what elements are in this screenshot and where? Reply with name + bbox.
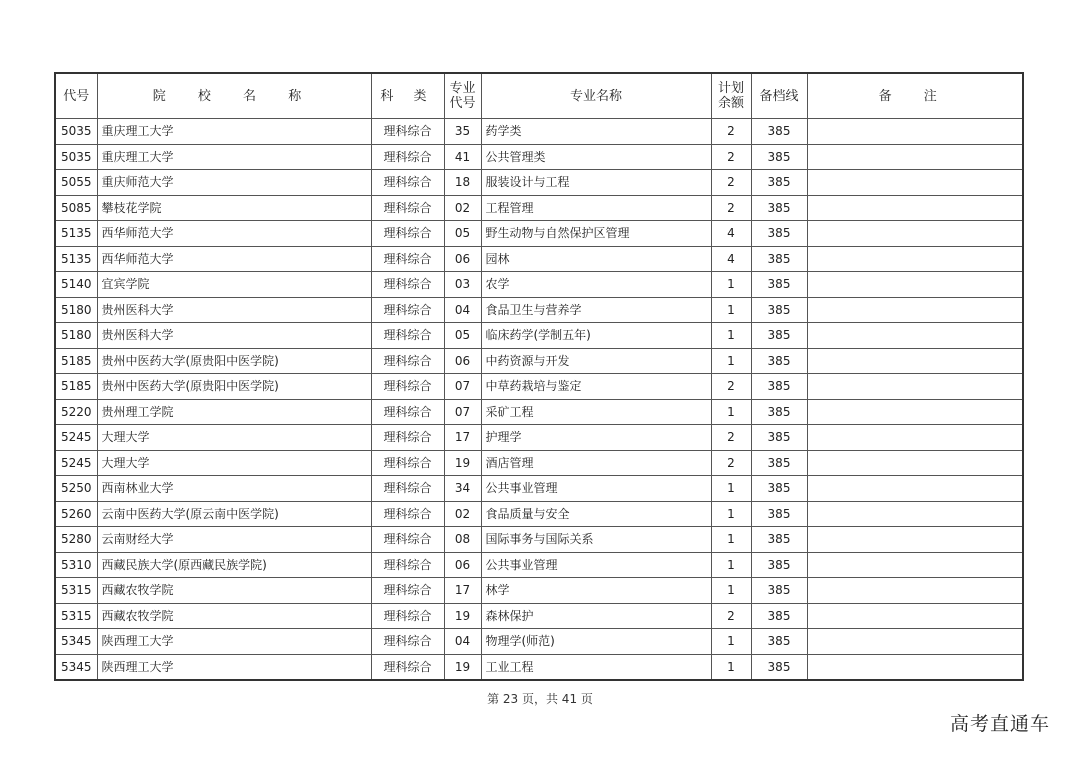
cell-filing-line: 385 xyxy=(751,450,807,476)
cell-school: 贵州中医药大学(原贵阳中医学院) xyxy=(97,348,371,374)
cell-category: 理科综合 xyxy=(371,450,444,476)
header-remarks: 备 注 xyxy=(807,73,1023,119)
cell-major-code: 04 xyxy=(444,297,481,323)
cell-school: 大理大学 xyxy=(97,450,371,476)
cell-school: 西藏农牧学院 xyxy=(97,603,371,629)
cell-plan-remaining: 2 xyxy=(711,170,751,196)
cell-school: 攀枝花学院 xyxy=(97,195,371,221)
cell-major-name: 公共事业管理 xyxy=(481,476,711,502)
cell-code: 5260 xyxy=(55,501,97,527)
table-row xyxy=(55,348,1023,374)
cell-school: 宜宾学院 xyxy=(97,272,371,298)
cell-remark xyxy=(807,654,1023,680)
cell-major-name: 工程管理 xyxy=(481,195,711,221)
cell-remark xyxy=(807,195,1023,221)
cell-code: 5250 xyxy=(55,476,97,502)
cell-code: 5245 xyxy=(55,450,97,476)
table-row xyxy=(55,323,1023,349)
cell-school: 贵州医科大学 xyxy=(97,323,371,349)
cell-plan-remaining: 2 xyxy=(711,119,751,145)
table-row xyxy=(55,654,1023,680)
cell-category: 理科综合 xyxy=(371,476,444,502)
table-row xyxy=(55,272,1023,298)
cell-major-name: 临床药学(学制五年) xyxy=(481,323,711,349)
cell-code: 5135 xyxy=(55,221,97,247)
table-row xyxy=(55,476,1023,502)
cell-major-name: 中药资源与开发 xyxy=(481,348,711,374)
cell-filing-line: 385 xyxy=(751,578,807,604)
table-row xyxy=(55,221,1023,247)
cell-remark xyxy=(807,144,1023,170)
cell-filing-line: 385 xyxy=(751,221,807,247)
cell-remark xyxy=(807,629,1023,655)
cell-category: 理科综合 xyxy=(371,552,444,578)
cell-filing-line: 385 xyxy=(751,144,807,170)
admission-table-sheet xyxy=(54,72,1022,681)
cell-plan-remaining: 1 xyxy=(711,552,751,578)
header-school: 院 校 名 称 xyxy=(97,73,371,119)
cell-category: 理科综合 xyxy=(371,221,444,247)
cell-major-name: 护理学 xyxy=(481,425,711,451)
cell-plan-remaining: 1 xyxy=(711,348,751,374)
cell-code: 5280 xyxy=(55,527,97,553)
table-row xyxy=(55,501,1023,527)
cell-major-name: 工业工程 xyxy=(481,654,711,680)
cell-category: 理科综合 xyxy=(371,297,444,323)
cell-remark xyxy=(807,221,1023,247)
cell-major-code: 07 xyxy=(444,374,481,400)
table-body xyxy=(55,119,1023,681)
cell-school: 贵州中医药大学(原贵阳中医学院) xyxy=(97,374,371,400)
cell-remark xyxy=(807,425,1023,451)
cell-remark xyxy=(807,450,1023,476)
cell-code: 5180 xyxy=(55,323,97,349)
cell-remark xyxy=(807,501,1023,527)
cell-code: 5035 xyxy=(55,144,97,170)
cell-category: 理科综合 xyxy=(371,170,444,196)
cell-major-code: 07 xyxy=(444,399,481,425)
cell-plan-remaining: 4 xyxy=(711,246,751,272)
header-category: 科 类 xyxy=(371,73,444,119)
table-row xyxy=(55,603,1023,629)
cell-filing-line: 385 xyxy=(751,425,807,451)
cell-school: 重庆师范大学 xyxy=(97,170,371,196)
page-number: 第 23 页，共 41 页 xyxy=(487,692,593,706)
cell-remark xyxy=(807,119,1023,145)
cell-remark xyxy=(807,246,1023,272)
cell-major-code: 06 xyxy=(444,348,481,374)
cell-plan-remaining: 1 xyxy=(711,578,751,604)
header-filing-line: 备档线 xyxy=(751,73,807,119)
cell-plan-remaining: 2 xyxy=(711,450,751,476)
cell-code: 5140 xyxy=(55,272,97,298)
cell-plan-remaining: 2 xyxy=(711,603,751,629)
cell-category: 理科综合 xyxy=(371,374,444,400)
cell-code: 5220 xyxy=(55,399,97,425)
cell-school: 云南财经大学 xyxy=(97,527,371,553)
cell-filing-line: 385 xyxy=(751,552,807,578)
cell-filing-line: 385 xyxy=(751,323,807,349)
cell-filing-line: 385 xyxy=(751,501,807,527)
cell-major-code: 02 xyxy=(444,195,481,221)
cell-category: 理科综合 xyxy=(371,195,444,221)
cell-plan-remaining: 2 xyxy=(711,195,751,221)
cell-filing-line: 385 xyxy=(751,476,807,502)
cell-major-code: 05 xyxy=(444,323,481,349)
cell-school: 云南中医药大学(原云南中医学院) xyxy=(97,501,371,527)
cell-major-code: 41 xyxy=(444,144,481,170)
cell-category: 理科综合 xyxy=(371,425,444,451)
cell-filing-line: 385 xyxy=(751,246,807,272)
cell-code: 5135 xyxy=(55,246,97,272)
cell-school: 陕西理工大学 xyxy=(97,629,371,655)
cell-category: 理科综合 xyxy=(371,527,444,553)
cell-plan-remaining: 1 xyxy=(711,323,751,349)
cell-code: 5315 xyxy=(55,603,97,629)
cell-code: 5315 xyxy=(55,578,97,604)
cell-major-name: 采矿工程 xyxy=(481,399,711,425)
cell-school: 重庆理工大学 xyxy=(97,119,371,145)
cell-major-code: 06 xyxy=(444,246,481,272)
cell-major-name: 公共管理类 xyxy=(481,144,711,170)
cell-major-name: 中草药栽培与鉴定 xyxy=(481,374,711,400)
cell-plan-remaining: 2 xyxy=(711,425,751,451)
cell-remark xyxy=(807,323,1023,349)
cell-school: 西藏农牧学院 xyxy=(97,578,371,604)
cell-filing-line: 385 xyxy=(751,170,807,196)
cell-major-name: 园林 xyxy=(481,246,711,272)
table-row xyxy=(55,297,1023,323)
table-row xyxy=(55,578,1023,604)
cell-plan-remaining: 1 xyxy=(711,629,751,655)
cell-major-code: 08 xyxy=(444,527,481,553)
cell-remark xyxy=(807,603,1023,629)
cell-remark xyxy=(807,399,1023,425)
cell-major-code: 19 xyxy=(444,450,481,476)
cell-filing-line: 385 xyxy=(751,527,807,553)
cell-filing-line: 385 xyxy=(751,348,807,374)
cell-category: 理科综合 xyxy=(371,654,444,680)
cell-filing-line: 385 xyxy=(751,374,807,400)
cell-category: 理科综合 xyxy=(371,399,444,425)
cell-remark xyxy=(807,170,1023,196)
cell-major-code: 34 xyxy=(444,476,481,502)
cell-filing-line: 385 xyxy=(751,399,807,425)
cell-major-code: 02 xyxy=(444,501,481,527)
cell-major-name: 酒店管理 xyxy=(481,450,711,476)
cell-major-code: 19 xyxy=(444,603,481,629)
cell-code: 5035 xyxy=(55,119,97,145)
table-row xyxy=(55,144,1023,170)
cell-school: 贵州医科大学 xyxy=(97,297,371,323)
cell-major-code: 04 xyxy=(444,629,481,655)
cell-remark xyxy=(807,527,1023,553)
cell-major-code: 35 xyxy=(444,119,481,145)
table-row xyxy=(55,195,1023,221)
cell-category: 理科综合 xyxy=(371,629,444,655)
cell-remark xyxy=(807,476,1023,502)
cell-plan-remaining: 1 xyxy=(711,654,751,680)
cell-major-code: 19 xyxy=(444,654,481,680)
table-header-row xyxy=(55,73,1023,119)
cell-category: 理科综合 xyxy=(371,144,444,170)
cell-category: 理科综合 xyxy=(371,348,444,374)
cell-category: 理科综合 xyxy=(371,119,444,145)
cell-category: 理科综合 xyxy=(371,603,444,629)
cell-remark xyxy=(807,552,1023,578)
cell-code: 5345 xyxy=(55,654,97,680)
cell-school: 西藏民族大学(原西藏民族学院) xyxy=(97,552,371,578)
cell-remark xyxy=(807,374,1023,400)
cell-filing-line: 385 xyxy=(751,195,807,221)
table-row xyxy=(55,629,1023,655)
table-row xyxy=(55,527,1023,553)
cell-code: 5185 xyxy=(55,348,97,374)
cell-major-code: 17 xyxy=(444,425,481,451)
cell-major-name: 药学类 xyxy=(481,119,711,145)
header-major-code: 专业代号 xyxy=(444,73,481,119)
cell-major-name: 公共事业管理 xyxy=(481,552,711,578)
table-row xyxy=(55,425,1023,451)
cell-major-code: 06 xyxy=(444,552,481,578)
cell-major-code: 03 xyxy=(444,272,481,298)
cell-filing-line: 385 xyxy=(751,272,807,298)
cell-filing-line: 385 xyxy=(751,629,807,655)
cell-plan-remaining: 2 xyxy=(711,374,751,400)
cell-code: 5055 xyxy=(55,170,97,196)
cell-remark xyxy=(807,348,1023,374)
table-row xyxy=(55,119,1023,145)
cell-category: 理科综合 xyxy=(371,501,444,527)
cell-major-name: 食品质量与安全 xyxy=(481,501,711,527)
table-row xyxy=(55,170,1023,196)
cell-plan-remaining: 1 xyxy=(711,399,751,425)
cell-plan-remaining: 1 xyxy=(711,297,751,323)
cell-school: 西南林业大学 xyxy=(97,476,371,502)
cell-code: 5185 xyxy=(55,374,97,400)
cell-category: 理科综合 xyxy=(371,246,444,272)
cell-filing-line: 385 xyxy=(751,297,807,323)
cell-school: 陕西理工大学 xyxy=(97,654,371,680)
cell-category: 理科综合 xyxy=(371,578,444,604)
cell-plan-remaining: 1 xyxy=(711,501,751,527)
cell-code: 5180 xyxy=(55,297,97,323)
cell-plan-remaining: 2 xyxy=(711,144,751,170)
cell-code: 5245 xyxy=(55,425,97,451)
cell-plan-remaining: 1 xyxy=(711,527,751,553)
cell-major-name: 食品卫生与营养学 xyxy=(481,297,711,323)
cell-plan-remaining: 1 xyxy=(711,476,751,502)
cell-category: 理科综合 xyxy=(371,272,444,298)
cell-school: 大理大学 xyxy=(97,425,371,451)
cell-plan-remaining: 4 xyxy=(711,221,751,247)
header-major-name: 专业名称 xyxy=(481,73,711,119)
cell-major-name: 物理学(师范) xyxy=(481,629,711,655)
cell-code: 5310 xyxy=(55,552,97,578)
brand-label: 高考直通车 xyxy=(949,713,1050,735)
header-plan-remaining: 计划余额 xyxy=(711,73,751,119)
header-code: 代号 xyxy=(55,73,97,119)
cell-school: 贵州理工学院 xyxy=(97,399,371,425)
table-row xyxy=(55,552,1023,578)
cell-remark xyxy=(807,272,1023,298)
cell-major-code: 17 xyxy=(444,578,481,604)
cell-filing-line: 385 xyxy=(751,654,807,680)
cell-plan-remaining: 1 xyxy=(711,272,751,298)
cell-remark xyxy=(807,297,1023,323)
cell-filing-line: 385 xyxy=(751,119,807,145)
cell-major-name: 野生动物与自然保护区管理 xyxy=(481,221,711,247)
cell-school: 重庆理工大学 xyxy=(97,144,371,170)
admission-table xyxy=(54,72,1024,681)
table-row xyxy=(55,246,1023,272)
cell-school: 西华师范大学 xyxy=(97,246,371,272)
cell-major-name: 国际事务与国际关系 xyxy=(481,527,711,553)
table-row xyxy=(55,399,1023,425)
cell-major-code: 05 xyxy=(444,221,481,247)
table-row xyxy=(55,450,1023,476)
table-row xyxy=(55,374,1023,400)
cell-category: 理科综合 xyxy=(371,323,444,349)
cell-code: 5345 xyxy=(55,629,97,655)
cell-filing-line: 385 xyxy=(751,603,807,629)
cell-code: 5085 xyxy=(55,195,97,221)
cell-remark xyxy=(807,578,1023,604)
cell-major-code: 18 xyxy=(444,170,481,196)
cell-major-name: 服装设计与工程 xyxy=(481,170,711,196)
cell-school: 西华师范大学 xyxy=(97,221,371,247)
cell-major-name: 森林保护 xyxy=(481,603,711,629)
cell-major-name: 农学 xyxy=(481,272,711,298)
cell-major-name: 林学 xyxy=(481,578,711,604)
